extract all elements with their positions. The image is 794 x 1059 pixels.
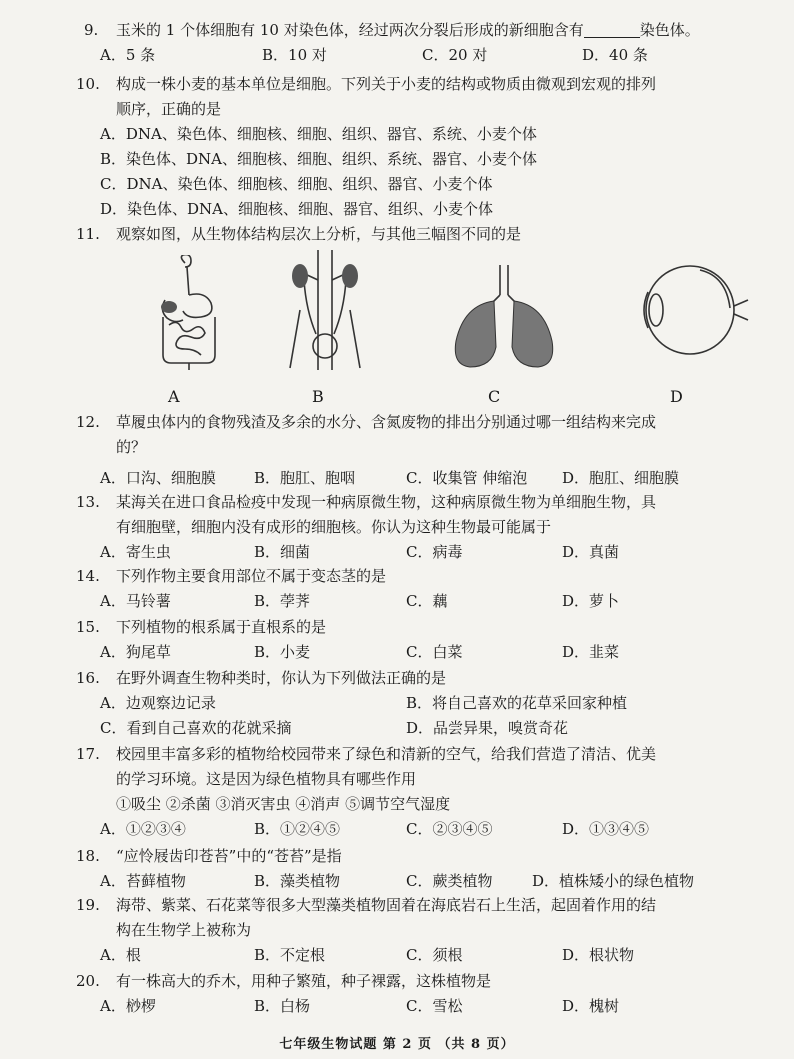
option-b: B．荸荠 xyxy=(254,592,311,610)
option-b: B．10 对 xyxy=(262,46,327,64)
stem-text-line2: 的学习环境。这是因为绿色植物具有哪些作用 xyxy=(116,770,417,788)
option-a: A．5 条 xyxy=(100,46,156,64)
option-d: D．槐树 xyxy=(562,997,620,1015)
option-c: C．看到自己喜欢的花就采摘 xyxy=(100,719,292,737)
stem-text-line2: 有细胞壁，细胞内没有成形的细胞核。你认为这种生物最可能属于 xyxy=(116,518,552,536)
question-stem xyxy=(76,490,774,515)
question-12 xyxy=(76,410,774,491)
figure-label-d: D xyxy=(670,387,683,406)
options-row xyxy=(84,172,774,197)
question-number: 19. xyxy=(76,896,100,914)
question-stem xyxy=(76,222,774,247)
option-c: C．须根 xyxy=(406,946,463,964)
options-row xyxy=(84,466,774,491)
options-row xyxy=(84,122,774,147)
option-c: C．20 对 xyxy=(422,46,488,64)
option-d: D．40 条 xyxy=(582,46,648,64)
lungs-figure xyxy=(450,265,560,375)
options-row xyxy=(84,691,774,716)
stem-text: “应怜屐齿印苍苔”中的“苍苔”是指 xyxy=(116,847,342,865)
question-16 xyxy=(76,666,774,741)
option-a: A．狗尾草 xyxy=(100,643,171,661)
question-17 xyxy=(76,742,774,842)
question-11 xyxy=(76,222,774,247)
option-d: D．品尝异果，嗅赏奇花 xyxy=(406,719,569,737)
stem-text: 在野外调查生物种类时，你认为下列做法正确的是 xyxy=(116,669,447,687)
option-b: B．将自己喜欢的花草采回家种植 xyxy=(406,694,628,712)
question-stem xyxy=(76,844,774,869)
option-d: D．①③④⑤ xyxy=(562,820,650,838)
question-number: 13. xyxy=(76,493,100,511)
question-stem xyxy=(76,564,774,589)
option-a: A．①②③④ xyxy=(100,820,186,838)
options-row xyxy=(84,197,774,222)
stem-text: 下列作物主要食用部位不属于变态茎的是 xyxy=(116,567,387,585)
options-row xyxy=(84,43,774,68)
digestive-system-figure xyxy=(145,255,235,370)
question-13 xyxy=(76,490,774,565)
option-d: D．根状物 xyxy=(562,946,635,964)
question-18 xyxy=(76,844,774,894)
question-number: 11. xyxy=(76,225,100,243)
stem-text: 下列植物的根系属于直根系的是 xyxy=(116,618,327,636)
question-10 xyxy=(76,72,774,222)
question-number: 14. xyxy=(76,567,100,585)
question-stem xyxy=(76,666,774,691)
option-a: A．DNA、染色体、细胞核、细胞、组织、器官、系统、小麦个体 xyxy=(100,125,537,143)
figure-label-b: B xyxy=(312,387,324,406)
stem-text-tail: 染色体。 xyxy=(639,21,700,39)
option-b: B．小麦 xyxy=(254,643,311,661)
stem-text: 某海关在进口食品检疫中发现一种病原微生物，这种病原微生物为单细胞生物，具 xyxy=(116,493,657,511)
option-b: B．胞肛、胞咽 xyxy=(254,469,356,487)
option-a: A．根 xyxy=(100,946,141,964)
question-number: 12. xyxy=(76,413,100,431)
option-a: A．口沟、细胞膜 xyxy=(100,469,216,487)
stem-text: 构成一株小麦的基本单位是细胞。下列关于小麦的结构或物质由微观到宏观的排列 xyxy=(116,75,657,93)
option-c: C．病毒 xyxy=(406,543,463,561)
urinary-system-figure xyxy=(280,250,370,375)
options-row xyxy=(84,943,774,968)
options-row xyxy=(84,640,774,665)
option-a: A．桫椤 xyxy=(100,997,156,1015)
question-9 xyxy=(84,18,774,68)
option-d: D．萝卜 xyxy=(562,592,620,610)
figure-label-c: C xyxy=(488,387,501,406)
question-number: 10. xyxy=(76,75,100,93)
question-number: 15. xyxy=(76,618,100,636)
options-row xyxy=(84,540,774,565)
question-20 xyxy=(76,969,774,1019)
option-b: B．细菌 xyxy=(254,543,311,561)
options-row xyxy=(84,994,774,1019)
figure-label-a: A xyxy=(168,387,180,406)
question-14 xyxy=(76,564,774,614)
option-d: D．韭菜 xyxy=(562,643,620,661)
option-c: C．②③④⑤ xyxy=(406,820,493,838)
options-row xyxy=(84,869,774,894)
options-row xyxy=(84,716,774,741)
question-stem xyxy=(76,72,774,97)
page-footer: 七年级生物试题 第 2 页 （共 8 页） xyxy=(279,1037,515,1052)
option-d: D．染色体、DNA、细胞核、细胞、器官、组织、小麦个体 xyxy=(100,200,494,218)
question-number: 16. xyxy=(76,669,100,687)
answer-blank xyxy=(584,21,640,38)
option-a: A．寄生虫 xyxy=(100,543,171,561)
option-b: B．藻类植物 xyxy=(254,872,341,890)
question-15 xyxy=(76,615,774,665)
question-number: 17. xyxy=(76,745,100,763)
stem-text-line2: 构在生物学上被称为 xyxy=(116,921,252,939)
stem-text-line2: 的？ xyxy=(116,438,147,456)
stem-text: 草履虫体内的食物残渣及多余的水分、含氮废物的排出分别通过哪一组结构来完成 xyxy=(116,413,657,431)
eye-figure xyxy=(630,250,750,370)
question-stem xyxy=(76,969,774,994)
option-d: D．真菌 xyxy=(562,543,620,561)
question-number: 9. xyxy=(84,21,99,39)
option-d: D．植株矮小的绿色植物 xyxy=(532,872,695,890)
option-b: B．染色体、DNA、细胞核、细胞、组织、系统、器官、小麦个体 xyxy=(100,150,538,168)
organ-figures xyxy=(120,250,760,410)
options-row xyxy=(84,589,774,614)
option-d: D．胞肛、细胞膜 xyxy=(562,469,680,487)
stem-text: 玉米的 1 个体细胞有 10 对染色体，经过两次分裂后形成的新细胞含有 xyxy=(116,21,584,39)
option-c: C．白菜 xyxy=(406,643,463,661)
stem-text-line2: 顺序，正确的是 xyxy=(116,100,222,118)
option-c: C．蕨类植物 xyxy=(406,872,493,890)
option-b: B．①②④⑤ xyxy=(254,820,341,838)
option-b: B．白杨 xyxy=(254,997,311,1015)
question-number: 20. xyxy=(76,972,100,990)
question-19 xyxy=(76,893,774,968)
question-stem xyxy=(76,742,774,767)
option-a: A．边观察边记录 xyxy=(100,694,216,712)
option-b: B．不定根 xyxy=(254,946,326,964)
options-row xyxy=(84,147,774,172)
stem-text: 有一株高大的乔木，用种子繁殖，种子裸露，这株植物是 xyxy=(116,972,492,990)
option-c: C．收集管 伸缩泡 xyxy=(406,469,528,487)
question-stem xyxy=(76,893,774,918)
stem-text: 观察如图，从生物体结构层次上分析，与其他三幅图不同的是 xyxy=(116,225,522,243)
question-stem xyxy=(84,18,774,43)
option-c: C．藕 xyxy=(406,592,448,610)
option-a: A．马铃薯 xyxy=(100,592,171,610)
option-c: C．雪松 xyxy=(406,997,463,1015)
stem-text-line3: ①吸尘 ②杀菌 ③消灭害虫 ④消声 ⑤调节空气湿度 xyxy=(116,795,451,813)
option-c: C．DNA、染色体、细胞核、细胞、组织、器官、小麦个体 xyxy=(100,175,493,193)
options-row xyxy=(84,817,774,842)
stem-text: 校园里丰富多彩的植物给校园带来了绿色和清新的空气，给我们营造了清洁、优美 xyxy=(116,745,657,763)
question-stem xyxy=(76,410,774,435)
stem-text: 海带、紫菜、石花菜等很多大型藻类植物固着在海底岩石上生活，起固着作用的结 xyxy=(116,896,657,914)
question-number: 18. xyxy=(76,847,100,865)
question-stem xyxy=(76,615,774,640)
option-a: A．苔藓植物 xyxy=(100,872,186,890)
